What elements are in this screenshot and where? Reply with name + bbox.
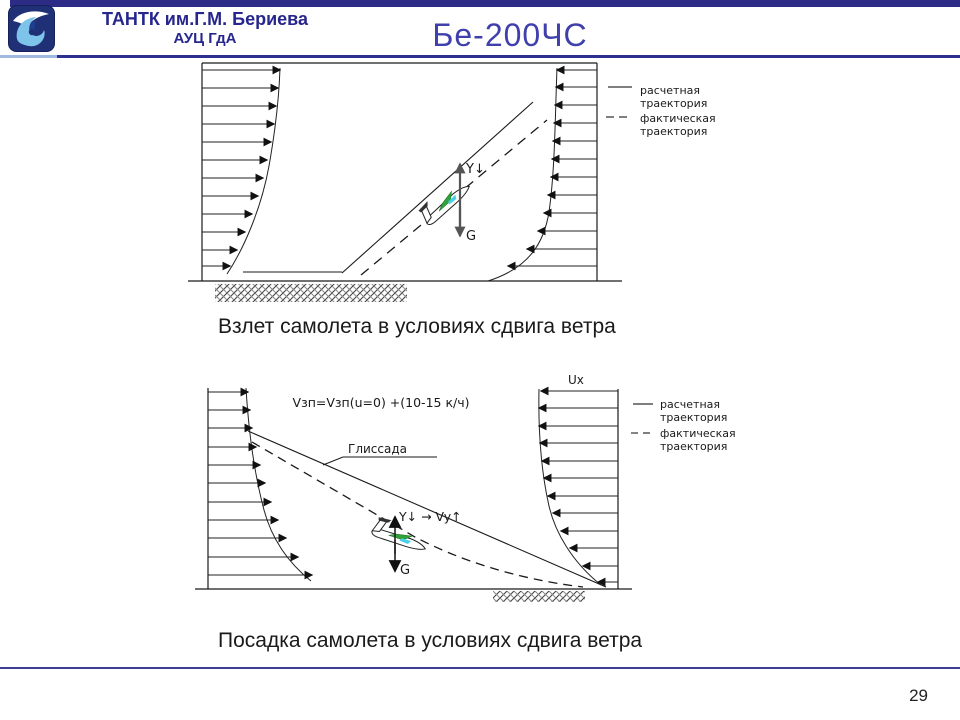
takeoff-caption: Взлет самолета в условиях сдвига ветра xyxy=(218,315,616,338)
lift-label: Y↓ xyxy=(466,162,485,177)
header-rule-light xyxy=(0,55,57,58)
page-number: 29 xyxy=(909,686,928,705)
legend-dashed-label-2: траектория xyxy=(640,125,708,138)
takeoff-diagram xyxy=(185,62,785,305)
legend xyxy=(606,84,716,138)
legend-solid-label-1: расчетная xyxy=(640,84,700,97)
legend-solid-label-2: траектория xyxy=(660,411,728,424)
legend-dashed-label-1: фактическая xyxy=(640,112,716,125)
legend-solid-label-2: траектория xyxy=(640,97,708,110)
legend-dashed-label-2: траектория xyxy=(660,440,728,453)
organization-unit: АУЦ ГдА xyxy=(173,29,237,47)
glideslope-callout xyxy=(323,442,437,465)
weight-label: G xyxy=(466,229,477,244)
legend xyxy=(631,398,736,453)
header-rule-dark xyxy=(57,55,960,58)
landing-caption: Посадка самолета в условиях сдвига ветра xyxy=(218,629,643,652)
aircraft-icon xyxy=(416,175,473,226)
ground-hatch xyxy=(493,591,585,602)
weight-label: G xyxy=(400,563,411,578)
diagram-frame xyxy=(195,388,632,589)
beriev-logo-icon xyxy=(8,5,55,52)
wind-profile-left xyxy=(208,388,312,581)
organization-name: ТАНТК им.Г.М. Бериева xyxy=(101,9,309,29)
glideslope-label: Глиссада xyxy=(348,442,407,456)
wind-speed-label: Ux xyxy=(568,373,584,387)
wind-profile-right xyxy=(539,389,618,585)
organization-block xyxy=(70,9,340,47)
computed-trajectory-line xyxy=(342,102,533,273)
footer-rule xyxy=(0,667,960,669)
approach-speed-formula: Vзп=Vзп(u=0) +(10-15 к/ч) xyxy=(292,395,470,410)
top-accent-bar xyxy=(10,0,960,7)
diagram-frame xyxy=(188,63,622,281)
forces-label: Y↓ → Vy↑ xyxy=(399,509,462,524)
wind-profile-right xyxy=(488,68,597,281)
ground-hatch xyxy=(215,284,407,302)
slide-title: Бе-200ЧС xyxy=(432,17,588,53)
wind-profile-left xyxy=(202,68,280,274)
legend-dashed-label-1: фактическая xyxy=(660,427,736,440)
legend-solid-label-1: расчетная xyxy=(660,398,720,411)
landing-diagram xyxy=(185,360,790,610)
